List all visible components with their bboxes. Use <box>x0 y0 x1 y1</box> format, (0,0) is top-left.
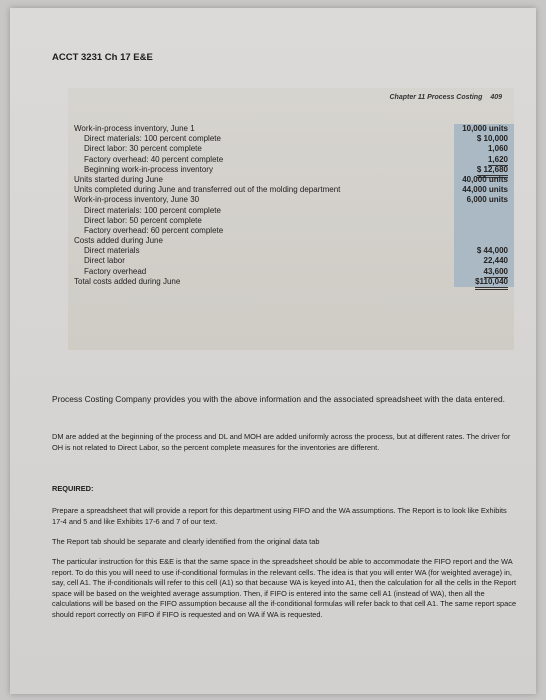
row-label: Direct labor <box>84 256 125 266</box>
dm-paragraph: DM are added at the beginning of the process and DL and MOH are added uniformly across the process, but at different rates. The driver for OH is not related to Direct Labor, so the percent complete measures for the inventories are different. <box>52 432 511 452</box>
row-value: 43,600 <box>484 267 508 278</box>
row-label: Direct labor: 30 percent complete <box>84 144 202 154</box>
row-label: Direct materials <box>84 246 140 256</box>
table-row <box>68 267 514 277</box>
document-page <box>10 8 536 694</box>
required-heading: REQUIRED: <box>52 484 94 493</box>
table-row <box>68 277 514 287</box>
table-row <box>68 246 514 256</box>
row-value: 6,000 units <box>466 195 508 205</box>
row-value: 44,000 units <box>462 185 508 195</box>
intro-paragraph: Process Costing Company provides you with the above information and the associated spreadsheet with the data entered. <box>52 394 505 404</box>
row-label: Work-in-process inventory, June 30 <box>74 195 200 205</box>
page-number: 409 <box>490 94 502 101</box>
table-row <box>68 165 514 175</box>
table-row <box>68 185 514 195</box>
table-row <box>68 236 514 246</box>
row-value: $110,040 <box>475 277 508 290</box>
prepare-paragraph: Prepare a spreadsheet that will provide a report for this department using FIFO and the WA assumptions. The Report is to look like Exhibits 17-4 and 5 and like Exhibits 17-6 and 7 of our text. <box>52 506 507 526</box>
table-row <box>68 195 514 205</box>
instruction-paragraph: The particular instruction for this E&E is that the same space in the spreadsheet should be able to accommodate the FIFO report and the WA report. To do this you will need to use if-conditional formulas in the relevant cells. The idea is that you will enter WA (for weighted average) in, say, cell A1. The if-conditionals will refer to this cell (A1) so that because WA is keyed into A1, then the calculation for all the cells in the Report space will be based on the weighted average assumption. Then, if FIFO is entered into the same cell A1 (instead of WA), then all the calculations will be based on the FIFO assumption because all the if-conditional formulas will refer back to that cell A1. The same report space should report correctly on FIFO if FIFO is requested and on WA if WA is requested. <box>52 557 517 619</box>
table-row <box>68 206 514 216</box>
row-value: $ 10,000 <box>476 134 508 144</box>
document-title: ACCT 3231 Ch 17 E&E <box>52 52 153 63</box>
row-value: $ 12,680 <box>477 165 508 178</box>
data-table <box>68 124 514 287</box>
row-label: Beginning work-in-process inventory <box>84 164 213 174</box>
row-label: Factory overhead: 40 percent complete <box>84 154 224 164</box>
table-row <box>68 226 514 236</box>
table-row <box>68 155 514 165</box>
report-tab-paragraph: The Report tab should be separate and clearly identified from the original data tab <box>52 537 320 546</box>
row-value: 1,620 <box>488 155 508 166</box>
row-value: 1,060 <box>487 144 508 154</box>
row-label: Total costs added during June <box>74 276 181 286</box>
table-row <box>68 134 514 144</box>
table-row <box>68 124 514 134</box>
textbook-excerpt-image <box>68 88 514 350</box>
textbook-running-header <box>389 94 502 101</box>
row-label: Units completed during June and transferred out of the molding department <box>74 185 341 195</box>
row-value: 10,000 units <box>462 124 508 133</box>
row-label: Factory overhead <box>84 266 147 276</box>
row-label: Factory overhead: 60 percent complete <box>84 225 224 235</box>
row-value: $ 44,000 <box>476 246 508 256</box>
row-value: 40,000 units <box>462 174 508 184</box>
row-value: 22,440 <box>483 256 508 266</box>
table-row <box>68 175 514 185</box>
chapter-title: Process Costing <box>427 94 483 101</box>
row-label: Work-in-process inventory, June 1 <box>74 124 195 133</box>
chapter-label: Chapter 11 <box>389 94 426 101</box>
row-label: Direct materials: 100 percent complete <box>84 134 221 144</box>
table-row <box>68 144 514 154</box>
row-label: Direct labor: 50 percent complete <box>84 215 202 225</box>
row-label: Units started during June <box>74 174 163 184</box>
row-label: Direct materials: 100 percent complete <box>84 205 221 215</box>
table-row <box>68 256 514 266</box>
table-row <box>68 216 514 226</box>
row-label: Costs added during June <box>74 236 163 246</box>
